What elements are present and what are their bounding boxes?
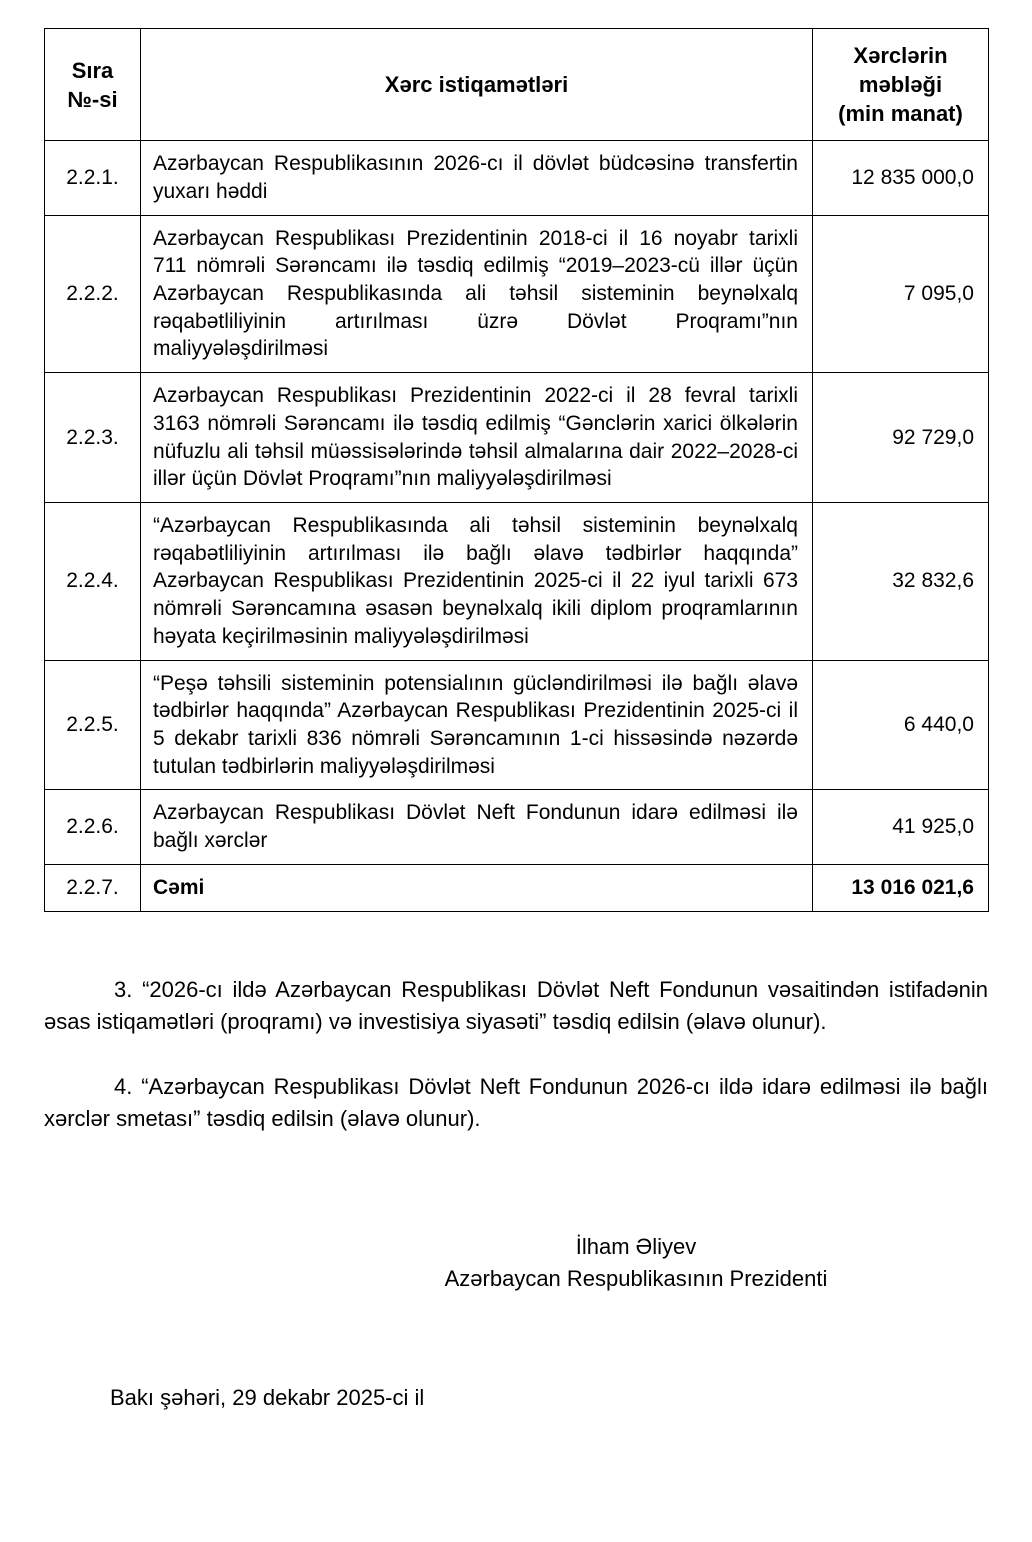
table-row [45,215,989,373]
column-header-description: Xərc istiqamətləri [141,29,813,141]
document-place-date: Bakı şəhəri, 29 dekabr 2025-ci il [110,1384,425,1410]
row-amount: 92 729,0 [813,373,989,503]
table-row [45,373,989,503]
row-number: 2.2.3. [45,373,141,503]
row-amount: 41 925,0 [813,790,989,864]
paragraph-item-4: 4. “Azərbaycan Respublikası Dövlət Neft Fondunun 2026-cı ildə idarə edilməsi ilə bağlı xərclər smetası” təsdiq edilsin (əlavə olunur). [44,1074,988,1132]
row-number: 2.2.5. [45,660,141,790]
signature-name: İlham Əliyev [575,1234,697,1260]
row-description: Azərbaycan Respublikası Prezidentinin 2018-ci il 16 noyabr tarixli 711 nömrəli Sərəncamı ilə təsdiq edilmiş “2019–2023-cü illər üçün Azərbaycan Respublikasında ali təhsil sisteminin beynəlxalq rəqabətliliyinin artırılması üzrə Dövlət Proqramı”nın maliyyələşdirilməsi [141,215,813,373]
column-header-amount-line1: Xərclərin [853,43,948,68]
row-number: 2.2.7. [45,864,141,911]
signature-title: Azərbaycan Respublikasının Prezidenti [444,1266,828,1292]
table-row [45,660,989,790]
column-header-amount [813,29,989,141]
row-amount: 32 832,6 [813,503,989,661]
table-row [45,141,989,215]
column-header-number [45,29,141,141]
column-header-number-line2: №-si [67,86,118,112]
row-description: “Peşə təhsili sisteminin potensialının gücləndirilməsi ilə bağlı əlavə tədbirlər haqqında” Azərbaycan Respublikası Prezidentinin 2025-ci il 5 dekabr tarixli 836 nömrəli Sərəncamının 1-ci hissəsində nəzərdə tutulan tədbirlərin maliyyələşdirilməsi [141,660,813,790]
table-row [45,503,989,661]
row-amount: 7 095,0 [813,215,989,373]
table-row [45,790,989,864]
expenses-table [44,28,989,912]
row-number: 2.2.4. [45,503,141,661]
row-amount-total: 13 016 021,6 [813,864,989,911]
column-header-number-line1: Sıra [71,57,114,83]
column-header-amount-line3: (min manat) [838,101,963,127]
row-description: Azərbaycan Respublikasının 2026-cı il dövlət büdcəsinə transfertin yuxarı həddi [141,141,813,215]
row-number: 2.2.2. [45,215,141,373]
signature-block [44,1231,988,1295]
row-amount: 6 440,0 [813,660,989,790]
row-number: 2.2.6. [45,790,141,864]
row-description: Azərbaycan Respublikası Prezidentinin 2022-ci il 28 fevral tarixli 3163 nömrəli Sərəncamı ilə təsdiq edilmiş “Gənclərin xarici ölkələrin nüfuzlu ali təhsil müəssisələrində təhsil almalarına dair 2022–2028-ci illər üçün Dövlət Proqramı”nın maliyyələşdirilməsi [141,373,813,503]
row-description-total: Cəmi [141,864,813,911]
row-number: 2.2.1. [45,141,141,215]
row-description: “Azərbaycan Respublikasında ali təhsil sisteminin beynəlxalq rəqabətliliyinin artırılması ilə bağlı əlavə tədbirlər haqqında” Azərbaycan Respublikası Prezidentinin 2025-ci il 22 iyul tarixli 673 nömrəli Sərəncamına əsasən beynəlxalq ikili diplom proqramlarının həyata keçirilməsinin maliyyələşdirilməsi [141,503,813,661]
table-row-total [45,864,989,911]
row-description: Azərbaycan Respublikası Dövlət Neft Fondunun idarə edilməsi ilə bağlı xərclər [141,790,813,864]
table-header-row [45,29,989,141]
column-header-amount-line2: məbləği [858,72,943,98]
paragraph-item-3: 3. “2026-cı ildə Azərbaycan Respublikası Dövlət Neft Fondunun vəsaitindən istifadənin əsas istiqamətləri (proqramı) və investisiya siyasəti” təsdiq edilsin (əlavə olunur). [44,976,988,1034]
row-amount: 12 835 000,0 [813,141,989,215]
